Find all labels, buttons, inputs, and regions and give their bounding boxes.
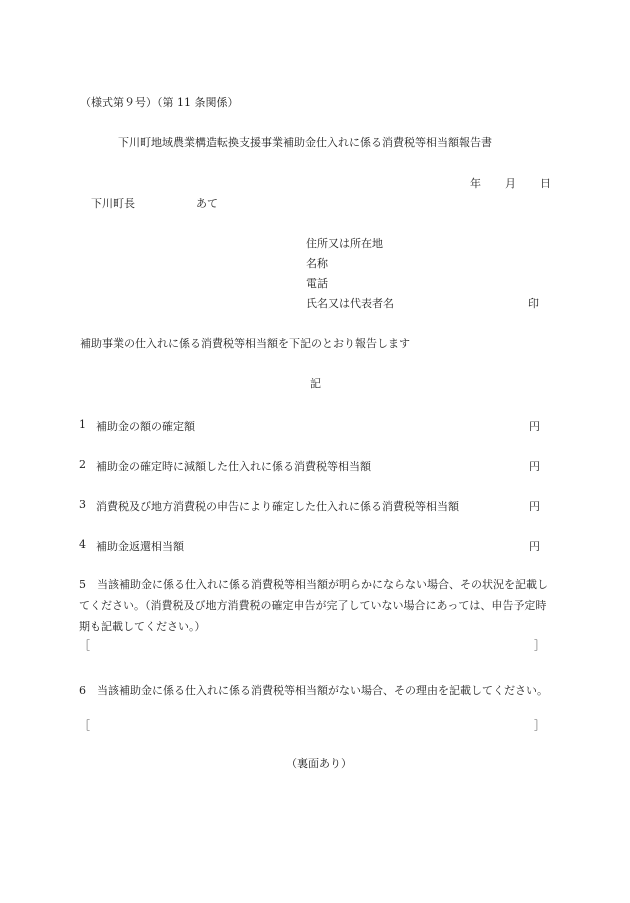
representative-label: 氏名又は代表者名 [306,297,394,310]
yen-unit: 円 [529,420,540,433]
item-3 [79,498,545,512]
item-1 [79,418,545,432]
item-6-answer-field[interactable] [79,717,545,731]
item-text: 補助金の額の確定額 [96,420,195,433]
item-5-text: 5 当該補助金に係る仕入れに係る消費税等相当額が明らかにならない場合、その状況を記載してください。（消費税及び地方消費税の確定申告が完了していない場合にあっては、申告予定時期も記載してください。） [79,578,548,633]
intro-text: 補助事業の仕入れに係る消費税等相当額を下記のとおり報告します [80,337,410,350]
item-6-text: 6 当該補助金に係る仕入れに係る消費税等相当額がない場合、その理由を記載してください。 [79,684,548,697]
address-label: 住所又は所在地 [306,237,383,250]
item-text: 消費税及び地方消費税の申告により確定した仕入れに係る消費税等相当額 [96,500,459,513]
yen-unit: 円 [529,500,540,513]
item-number: 2 [79,458,86,471]
date-year: 年 [470,177,481,190]
date-day: 日 [540,177,551,190]
document-title: 下川町地域農業構造転換支援事業補助金仕入れに係る消費税等相当額報告書 [118,136,492,149]
item-number: 4 [79,538,86,551]
open-bracket: ［ [79,639,90,652]
item-text: 補助金の確定時に減額した仕入れに係る消費税等相当額 [96,460,371,473]
yen-unit: 円 [529,460,540,473]
date-month: 月 [505,177,516,190]
close-bracket: ］ [534,639,545,652]
item-2 [79,458,545,472]
item-number: 3 [79,498,86,511]
item-number: 1 [79,418,86,431]
name-label: 名称 [306,257,328,270]
item-4 [79,538,545,552]
yen-unit: 円 [529,540,540,553]
close-bracket: ］ [534,719,545,732]
item-5-answer-field[interactable] [79,637,545,651]
phone-label: 電話 [306,277,328,290]
open-bracket: ［ [79,719,90,732]
addressee-name: 下川町長 [91,197,135,210]
ki-heading: 記 [310,377,321,390]
addressee-suffix: あて [196,197,218,210]
item-text: 補助金返還相当額 [96,540,184,553]
reverse-side-note: （裏面あり） [286,757,352,770]
seal-mark: 印 [528,297,539,310]
form-number: （様式第９号）（第 11 条関係） [80,96,239,109]
